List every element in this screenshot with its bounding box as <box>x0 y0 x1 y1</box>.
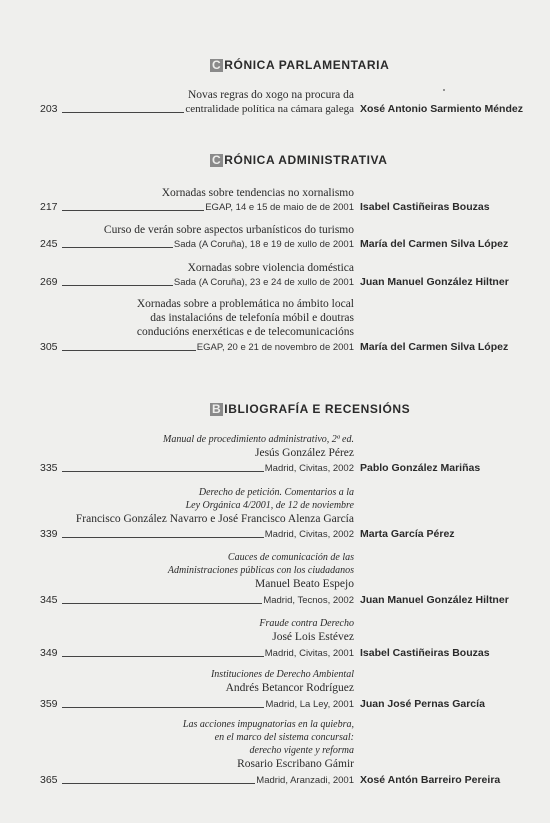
leader-line <box>62 470 264 472</box>
entry-title: Xornadas sobre tendencias no xornalismo <box>161 187 354 199</box>
book-title: Las acciones impugnatorias en la quiebra, <box>182 719 354 730</box>
section-heading-cronica-parlamentaria <box>210 58 389 72</box>
page-number[interactable]: 203 <box>40 103 58 115</box>
book-title: Derecho de petición. Comentarios a la <box>198 487 354 498</box>
publisher-details: Madrid, Civitas, 2001 <box>264 648 354 659</box>
event-details: EGAP, 14 e 15 de maio de de 2001 <box>205 202 354 213</box>
reviewer-name: María del Carmen Silva López <box>360 341 509 353</box>
section-initial: C <box>212 58 222 72</box>
book-author: José Lois Estévez <box>272 631 354 643</box>
book-author: Francisco González Navarro e José Francisco Alenza García <box>75 513 354 525</box>
book-title: Cauces de comunicación de las <box>227 552 354 563</box>
entry-title: Curso de verán sobre aspectos urbanísticos do turismo <box>103 224 354 236</box>
page-number[interactable]: 305 <box>40 341 58 353</box>
page-number[interactable]: 359 <box>40 698 58 710</box>
reviewer-name: Juan Manuel González Hiltner <box>360 276 509 288</box>
entry-title: Xornadas sobre a problemática no ámbito local <box>136 298 354 310</box>
page-number[interactable]: 269 <box>40 276 58 288</box>
book-title: en el marco del sistema concursal: <box>214 732 354 743</box>
page-number[interactable]: 245 <box>40 238 58 250</box>
leader-line <box>62 246 173 248</box>
event-details: EGAP, 20 e 21 de novembro de 2001 <box>196 342 354 353</box>
section-initial: B <box>212 402 222 416</box>
entry-title: Novas regras do xogo na procura da <box>187 89 354 101</box>
entry-rule-row <box>40 275 354 288</box>
entry-title: conducións enerxéticas e de telecomunicacións <box>136 326 354 338</box>
reviewer-name: María del Carmen Silva López <box>360 238 509 250</box>
section-title: RÓNICA PARLAMENTARIA <box>224 58 390 72</box>
book-title: Administraciones públicas con los ciudadanos <box>167 565 354 576</box>
leader-line <box>62 284 173 286</box>
entry-rule-row <box>40 697 354 710</box>
reviewer-name: Juan José Pernas García <box>360 698 485 710</box>
publisher-details: Madrid, Civitas, 2002 <box>264 463 354 474</box>
section-title: IBLIOGRAFÍA E RECENSIÓNS <box>224 402 411 416</box>
reviewer-name: Juan Manuel González Hiltner <box>360 594 509 606</box>
leader-line <box>62 536 264 538</box>
entry-rule-row <box>40 461 354 474</box>
publisher-details: Madrid, Tecnos, 2002 <box>263 595 354 606</box>
book-title: Fraude contra Derecho <box>259 618 354 629</box>
book-author: Manuel Beato Espejo <box>254 578 354 590</box>
leader-line <box>62 706 264 708</box>
entry-rule-row <box>40 593 354 606</box>
leader-line <box>62 209 204 211</box>
reviewer-name: Xosé Antón Barreiro Pereira <box>360 774 501 786</box>
book-title: Manual de procedimiento administrativo, 2ª ed. <box>163 434 354 445</box>
book-title: Instituciones de Derecho Ambiental <box>210 669 354 680</box>
page-number[interactable]: 217 <box>40 201 58 213</box>
book-title: Ley Orgánica 4/2001, de 12 de noviembre <box>185 500 354 511</box>
reviewer-name: Marta García Pérez <box>360 528 455 540</box>
page-number[interactable]: 335 <box>40 462 58 474</box>
reviewer-name: Pablo González Mariñas <box>360 462 481 474</box>
leader-line <box>62 602 262 604</box>
entry-title-line: centralidade política na cámara galega <box>185 103 354 115</box>
page-number[interactable]: 345 <box>40 594 58 606</box>
leader-line <box>62 782 255 784</box>
section-heading-bibliografia <box>210 402 410 416</box>
entry-rule-row <box>40 527 354 540</box>
entry-rule-row <box>40 200 354 213</box>
publisher-details: Madrid, La Ley, 2001 <box>265 699 354 710</box>
publisher-details: Madrid, Civitas, 2002 <box>264 529 354 540</box>
page-number[interactable]: 365 <box>40 774 58 786</box>
book-author: Andrés Betancor Rodríguez <box>225 682 354 694</box>
reviewer-name: Isabel Castiñeiras Bouzas <box>360 201 490 213</box>
entry-rule-row <box>40 646 354 659</box>
reviewer-name: Isabel Castiñeiras Bouzas <box>360 647 490 659</box>
entry-rule-row <box>40 102 354 115</box>
section-initial: C <box>212 153 222 167</box>
reviewer-name: Xosé Antonio Sarmiento Méndez <box>360 103 523 115</box>
book-title: derecho vigente y reforma <box>249 745 354 756</box>
entry-rule-row <box>40 773 354 786</box>
speck <box>443 89 445 91</box>
section-title: RÓNICA ADMINISTRATIVA <box>224 153 388 167</box>
book-author: Rosario Escribano Gámir <box>237 758 354 770</box>
leader-line <box>62 349 196 351</box>
section-heading-cronica-administrativa <box>210 153 388 167</box>
publisher-details: Madrid, Aranzadi, 2001 <box>256 775 354 786</box>
entry-title: Xornadas sobre violencia doméstica <box>187 262 354 274</box>
event-details: Sada (A Coruña), 18 e 19 de xullo de 2001 <box>173 239 354 250</box>
leader-line <box>62 655 264 657</box>
entry-title: das instalacións de telefonía móbil e doutras <box>150 312 354 324</box>
entry-rule-row <box>40 237 354 250</box>
event-details: Sada (A Coruña), 23 e 24 de xullo de 2001 <box>173 277 354 288</box>
page-number[interactable]: 339 <box>40 528 58 540</box>
page-number[interactable]: 349 <box>40 647 58 659</box>
entry-rule-row <box>40 340 354 353</box>
book-author: Jesús González Pérez <box>255 447 354 459</box>
leader-line <box>62 111 184 113</box>
